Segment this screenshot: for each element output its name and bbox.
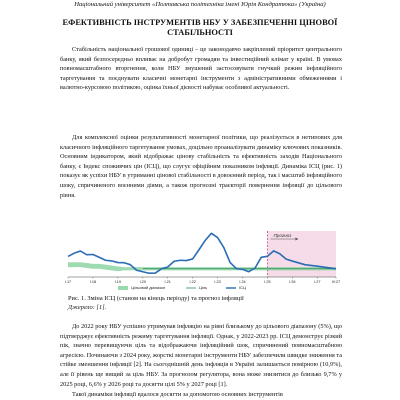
legend-band-label: Цільовий діапазон: [131, 285, 166, 290]
paragraph-dynamics: До 2022 року НБУ успішно утримував інфляцію на рівні близькому до цільового діапазону (5%), що підтверджує ефективність режиму таргетування інфляції. Однак, у 2022-2023 рр. ІСЦ демонструє різкий пік, значно перевищуючи ціль та відображаючи інфляційний шок, спричинений повномасштабною агресією. Починаючи з 2024 року, жорсткі монетарні інструменти НБУ забезпечили швидке зниження та стійке зменшення інфляції [2]. На сьогоднішній день інфляція в Україні залишається помірною (10,9%), але її рівень ще вищий за ціль НБУ. За прогнозом регулятора, вона може знизитися до близько 9,7% у 2025 році, 6,6% у 2026 році та досягти цілі 5% у 2027 році [1].: [60, 323, 342, 388]
x-tick-label: I.21: [164, 280, 171, 284]
forecast-label: Прогноз: [273, 233, 292, 238]
cpi-chart-svg: [58, 229, 344, 295]
x-tick-label: I.23: [214, 280, 221, 284]
article-title: [20, 18, 380, 38]
x-tick-label: I.19: [114, 280, 122, 284]
author-affiliation: Національний університет «Полтавська політехніка імені Юрія Кондратюка» (Україна): [74, 1, 326, 8]
x-tick-label: I.22: [189, 280, 196, 284]
x-tick-label: I.24: [239, 280, 246, 284]
cpi-chart: [58, 229, 344, 295]
figure-source: Джерело: [1].: [68, 303, 107, 311]
x-tick-label: I.18: [89, 280, 97, 284]
figure-caption-block: [68, 295, 244, 312]
x-tick-label: I.26: [289, 280, 296, 284]
article-title-line-1: ЕФЕКТИВНІСТЬ ІНСТРУМЕНТІВ НБУ У ЗАБЕЗПЕЧЕННІ ЦІНОВОЇ: [62, 18, 338, 27]
article-title-line-2: СТАБІЛЬНОСТІ: [167, 28, 233, 37]
chart-legend: [118, 285, 246, 290]
x-tick-label: IV.27: [331, 280, 341, 284]
x-tick-label: I.17: [64, 280, 72, 284]
x-tick-label: I.20: [139, 280, 146, 284]
figure-caption: Рис. 1. Зміна ІСЦ (станом на кінець періоду) та прогноз інфляції: [68, 295, 244, 302]
paragraph-instruments: Такої динаміки інфляції вдалося досягти за допомогою основних інструментів: [72, 391, 283, 398]
x-tick-label: I.25: [264, 280, 271, 284]
x-tick-label: I.27: [314, 280, 321, 284]
paragraph-analysis: Для комплексної оцінки результативності монетарної політики, що реалізується в нетипових для класичного інфляційного таргетування умовах, доцільно проаналізувати динаміку ключових показників. Основним індикатором, який відображає цінову стабільність та ефективність заходів Національного банку, є Індекс споживчих цін (ІСЦ), що слугує офіційним показником інфляції. Динаміка ІСЦ (рис. 1) показує як успіхи НБУ в утриманні цінової стабільності в довоєнний період, так і масштаб інфляційного шоку, спричиненого воєнними діями, а також прогнозні траєкторії повернення інфляції до цільового рівня.: [60, 134, 342, 199]
legend-cpi-label: ІСЦ: [239, 285, 246, 290]
legend-target-label: Ціль: [199, 285, 208, 290]
x-axis: [65, 277, 340, 284]
legend-band-swatch: [118, 286, 128, 290]
paragraph-intro: Стабільність національної грошової одиниці – це законодавчо закріплений пріоритет центрального банку, який безпосередньо впливає на добробут громадян та інвестиційний клімат у країні. В умовах повномасштабного вторгнення, коли НБУ змушений застосовувати гнучкий режим інфляційного таргетування та поєднувати класичні монетарні інструменти з адміністративними обмеженнями і валютно-курсовою політикою, оцінка їхньої дієвості набуває особливої актуальності.: [60, 46, 342, 92]
